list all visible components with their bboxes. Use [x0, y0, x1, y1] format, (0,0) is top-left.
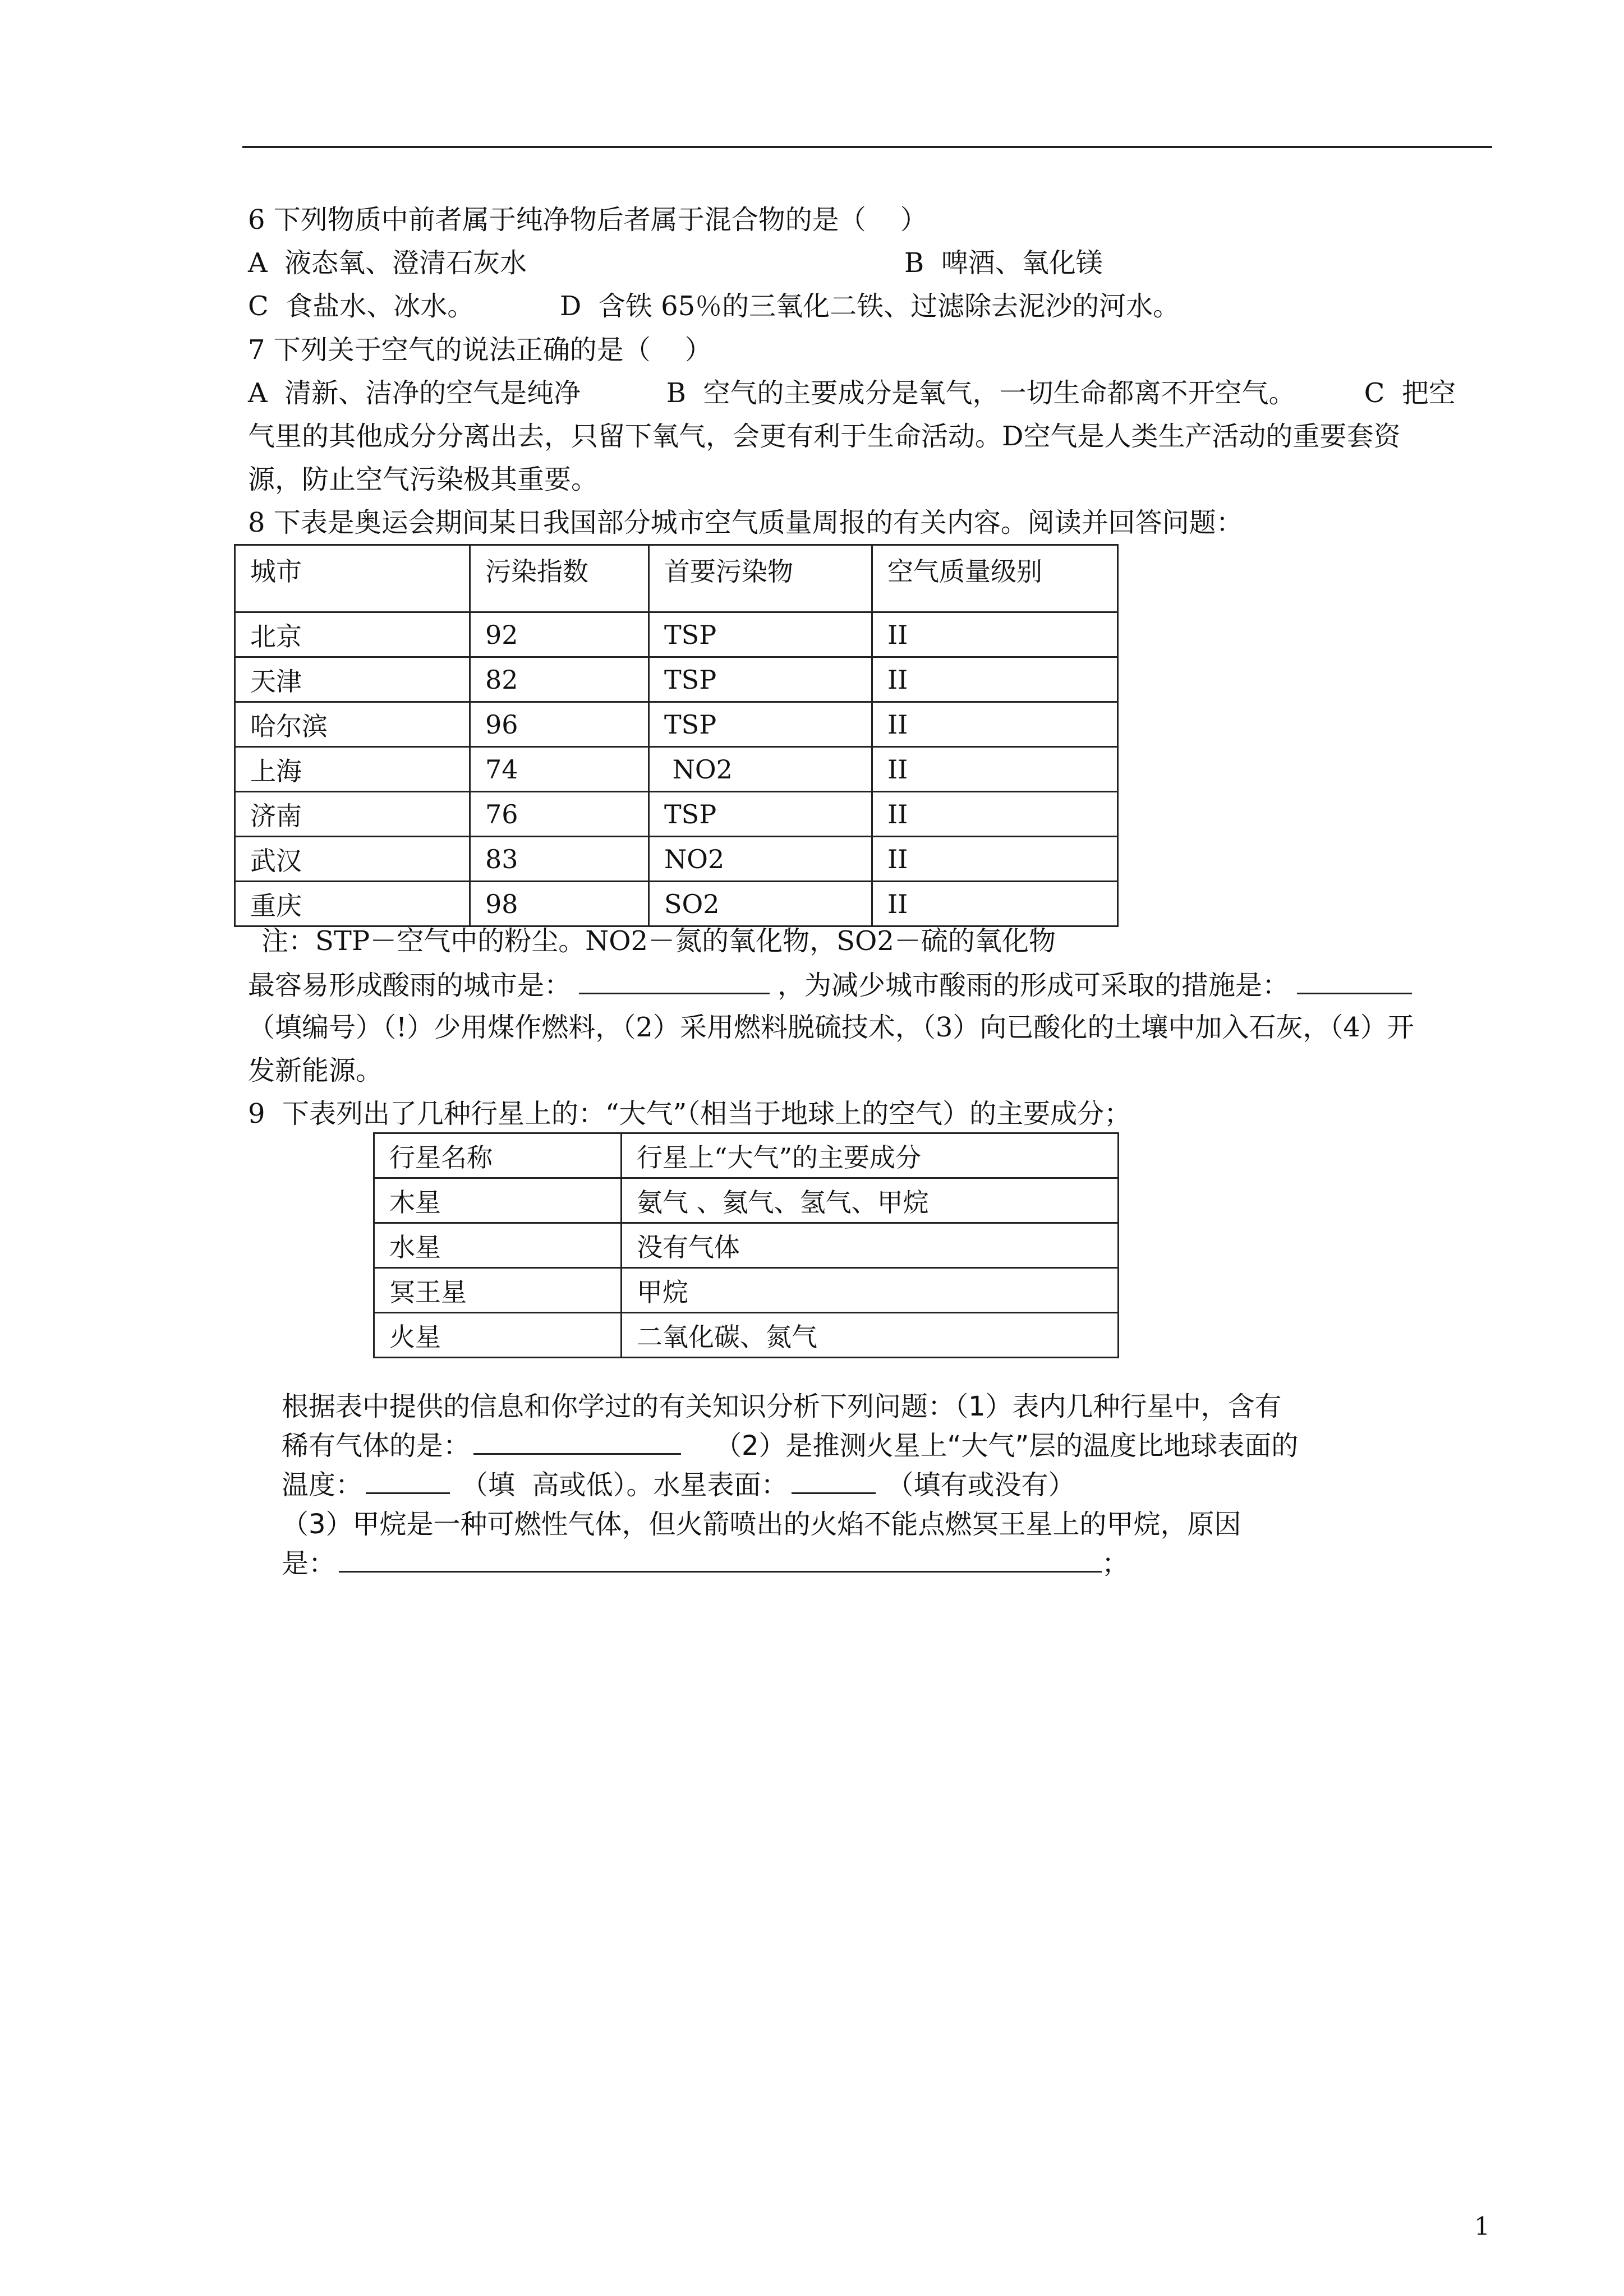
- q8-stem: 8 下表是奥运会期间某日我国部分城市空气质量周报的有关内容。阅读并回答问题：: [248, 507, 1243, 538]
- q6-option-cd: C 食盐水、冰水。 D 含铁 65％的三氧化二铁、过滤除去泥沙的河水。: [248, 291, 1180, 322]
- table-cell: 甲烷: [622, 1268, 1119, 1313]
- table-cell: 92: [470, 612, 649, 657]
- page-number: 1: [1474, 2212, 1490, 2241]
- q9-question-line-4: （3）甲烷是一种可燃性气体，但火箭喷出的火焰不能点燃冥王星上的甲烷，原因: [282, 1509, 1241, 1540]
- table-cell: 83: [470, 837, 649, 882]
- table-cell: 水星: [374, 1223, 622, 1268]
- answer-blank[interactable]: [473, 1428, 681, 1455]
- table-cell: 82: [470, 657, 649, 702]
- table-row: [374, 1223, 1119, 1268]
- table-cell: II: [872, 657, 1118, 702]
- table-cell: 哈尔滨: [235, 702, 470, 747]
- table-cell: 二氧化碳、氮气: [622, 1313, 1119, 1358]
- table-cell: II: [872, 702, 1118, 747]
- table-cell: 武汉: [235, 837, 470, 882]
- q7-line-3: 源，防止空气污染极其重要。: [248, 464, 599, 495]
- planet-atmosphere-table: [373, 1132, 1119, 1358]
- q8-options-line-2: 发新能源。: [248, 1055, 383, 1086]
- q6-option-b: B 啤酒、氧化镁: [904, 247, 1103, 279]
- q9-fill-hint: （填有或没有）: [886, 1469, 1075, 1501]
- table-cell: 没有气体: [622, 1223, 1119, 1268]
- table-header-cell: 空气质量级别: [872, 545, 1118, 612]
- q9-mercury-label: （填 高或低）。水星表面：: [461, 1469, 788, 1501]
- q6-stem: 6 下列物质中前者属于纯净物后者属于混合物的是（ ）: [248, 204, 927, 236]
- q6-option-a: A 液态氧、澄清石灰水: [248, 247, 527, 279]
- table-cell: NO2: [649, 747, 872, 792]
- table-cell: TSP: [649, 792, 872, 837]
- table-header-row: [235, 545, 1118, 612]
- table-cell: 火星: [374, 1313, 622, 1358]
- q9-rare-gas-label: 稀有气体的是：: [282, 1430, 471, 1461]
- table-row: [374, 1178, 1119, 1223]
- table-cell: TSP: [649, 657, 872, 702]
- header-rule: [242, 146, 1492, 148]
- q9-question-line-1: 根据表中提供的信息和你学过的有关知识分析下列问题：（1）表内几种行星中，含有: [282, 1391, 1282, 1422]
- q8-ask-line: [248, 968, 1412, 1002]
- answer-blank[interactable]: [579, 968, 770, 994]
- q9-question-line-2: [282, 1426, 1298, 1465]
- table-row: [235, 837, 1118, 882]
- answer-blank[interactable]: [792, 1468, 876, 1494]
- q9-temp-label: 温度：: [282, 1469, 363, 1501]
- table-cell: SO2: [649, 882, 872, 926]
- table-row: [235, 747, 1118, 792]
- table-cell: 重庆: [235, 882, 470, 926]
- answer-blank[interactable]: [366, 1468, 450, 1494]
- table-cell: 木星: [374, 1178, 622, 1223]
- table-cell: TSP: [649, 702, 872, 747]
- table-cell: II: [872, 747, 1118, 792]
- table-cell: II: [872, 837, 1118, 882]
- table-cell: II: [872, 882, 1118, 926]
- table-header-cell: 城市: [235, 545, 470, 612]
- table-header-cell: 行星上“大气”的主要成分: [622, 1133, 1119, 1178]
- table-cell: 冥王星: [374, 1268, 622, 1313]
- table-cell: 98: [470, 882, 649, 926]
- q8-ask-part1: 最容易形成酸雨的城市是：: [248, 970, 572, 1001]
- q7-line-2: 气里的其他成分分离出去，只留下氧气，会更有利于生命活动。D空气是人类生产活动的重要套资: [248, 421, 1401, 452]
- table-header-row: [374, 1133, 1119, 1178]
- table-cell: 天津: [235, 657, 470, 702]
- table-row: [235, 882, 1118, 926]
- q9-stem: 9 下表列出了几种行星上的：“大气”（相当于地球上的空气）的主要成分；: [248, 1098, 1131, 1129]
- q9-question-line-5: [282, 1544, 1129, 1583]
- q8-ask-part2: ，为减少城市酸雨的形成可采取的措施是：: [778, 970, 1290, 1001]
- table-row: [235, 657, 1118, 702]
- air-quality-table: [234, 544, 1119, 927]
- table-cell: II: [872, 792, 1118, 837]
- table-cell: 上海: [235, 747, 470, 792]
- table-cell: 济南: [235, 792, 470, 837]
- q9-question-line-3: [282, 1465, 1075, 1505]
- table-row: [374, 1313, 1119, 1358]
- q7-line-1: A 清新、洁净的空气是纯净 B 空气的主要成分是氧气，一切生命都离不开空气。 C 把空: [248, 377, 1456, 409]
- table-cell: NO2: [649, 837, 872, 882]
- q9-reason-end: ；: [1102, 1548, 1129, 1579]
- table-cell: 96: [470, 702, 649, 747]
- table-cell: II: [872, 612, 1118, 657]
- table-header-cell: 污染指数: [470, 545, 649, 612]
- table-header-cell: 行星名称: [374, 1133, 622, 1178]
- q9-mars-temp-prompt: （2）是推测火星上“大气”层的温度比地球表面的: [715, 1430, 1299, 1461]
- q8-note: 注：STP－空气中的粉尘。NO2－氮的氧化物，SO2－硫的氧化物: [261, 925, 1056, 957]
- answer-blank[interactable]: [339, 1546, 1102, 1573]
- q7-stem: 7 下列关于空气的说法正确的是（ ）: [248, 334, 712, 366]
- table-cell: 北京: [235, 612, 470, 657]
- q9-reason-label: 是：: [282, 1548, 336, 1579]
- q8-options-line-1: （填编号）（!）少用煤作燃料，（2）采用燃料脱硫技术，（3）向已酸化的土壤中加入石灰，（4）开: [248, 1012, 1414, 1043]
- table-row: [235, 612, 1118, 657]
- table-row: [235, 792, 1118, 837]
- table-cell: 74: [470, 747, 649, 792]
- answer-blank[interactable]: [1297, 968, 1412, 994]
- table-cell: 氨气 、氦气、氢气、甲烷: [622, 1178, 1119, 1223]
- table-header-cell: 首要污染物: [649, 545, 872, 612]
- table-cell: 76: [470, 792, 649, 837]
- table-row: [235, 702, 1118, 747]
- table-row: [374, 1268, 1119, 1313]
- table-cell: TSP: [649, 612, 872, 657]
